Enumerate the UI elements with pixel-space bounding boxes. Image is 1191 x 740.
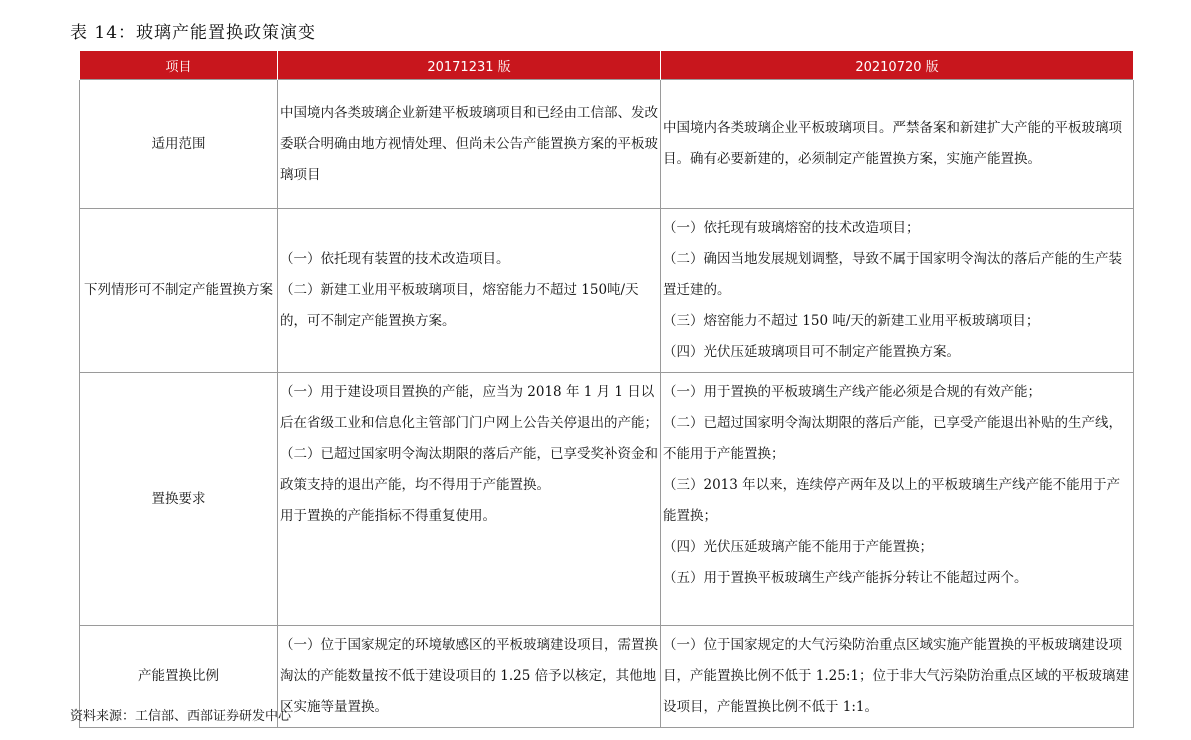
cell-2017	[278, 373, 661, 626]
cell-2021	[661, 373, 1134, 626]
row-label: 下列情形可不制定产能置换方案	[80, 209, 278, 373]
cell-2017	[278, 80, 661, 209]
cell-text: （四）光伏压延玻璃项目可不制定产能置换方案。	[663, 344, 960, 360]
cell-text: （二）已超过国家明令淘汰期限的落后产能，已享受产能退出补贴的生产线，不能用于产能置换；	[663, 415, 1122, 462]
cell-text: （三）2013 年以来，连续停产两年及以上的平板玻璃生产线产能不能用于产能置换；	[663, 477, 1121, 524]
cell-2021	[661, 626, 1134, 728]
table-row	[80, 209, 1134, 373]
cell-text: 用于置换的产能指标不得重复使用。	[280, 508, 496, 524]
cell-text: （一）用于建设项目置换的产能，应当为 2018 年 1 月 1 日以后在省级工业和信息化主管部门门户网上公告关停退出的产能；	[280, 384, 658, 431]
cell-2017	[278, 626, 661, 728]
source-note: 资料来源：工信部、西部证券研发中心	[70, 709, 292, 724]
row-label: 适用范围	[80, 80, 278, 209]
cell-text: （一）用于置换的平板玻璃生产线产能必须是合规的有效产能；	[663, 384, 1041, 400]
cell-text: 中国境内各类玻璃企业平板玻璃项目。严禁备案和新建扩大产能的平板玻璃项目。确有必要新建的，必须制定产能置换方案，实施产能置换。	[663, 120, 1122, 167]
table-header-row	[80, 51, 1134, 80]
cell-text: （三）熔窑能力不超过 150 吨/天的新建工业用平板玻璃项目；	[663, 313, 1040, 329]
cell-text: （一）位于国家规定的环境敏感区的平板玻璃建设项目，需置换淘汰的产能数量按不低于建设项目的 1.25 倍予以核定，其他地区实施等量置换。	[280, 637, 658, 715]
header-2021: 20210720 版	[661, 51, 1134, 80]
cell-text: （一）依托现有玻璃熔窑的技术改造项目；	[663, 220, 920, 236]
cell-text: （二）已超过国家明令淘汰期限的落后产能，已享受奖补资金和政策支持的退出产能，均不得用于产能置换。	[280, 446, 658, 493]
cell-text: （一）依托现有装置的技术改造项目。	[280, 251, 510, 267]
table-row	[80, 80, 1134, 209]
cell-text: （二）新建工业用平板玻璃项目，熔窑能力不超过 150吨/天的，可不制定产能置换方案。	[280, 282, 639, 329]
cell-text: 中国境内各类玻璃企业新建平板玻璃项目和已经由工信部、发改委联合明确由地方视情处理、但尚未公告产能置换方案的平板玻璃项目	[280, 104, 658, 183]
cell-text: （一）位于国家规定的大气污染防治重点区域实施产能置换的平板玻璃建设项目，产能置换比例不低于 1.25:1；位于非大气污染防治重点区域的平板玻璃建设项目，产能置换比例不低于 1:1。	[663, 637, 1129, 715]
table-row	[80, 373, 1134, 626]
cell-text: （二）确因当地发展规划调整，导致不属于国家明令淘汰的落后产能的生产装置迁建的。	[663, 251, 1122, 298]
cell-text: （五）用于置换平板玻璃生产线产能拆分转让不能超过两个。	[663, 570, 1028, 586]
header-2017: 20171231 版	[278, 51, 661, 80]
cell-2017	[278, 209, 661, 373]
cell-2021	[661, 80, 1134, 209]
policy-table	[79, 51, 1134, 728]
table-title: 表 14：玻璃产能置换政策演变	[70, 23, 317, 43]
header-item: 项目	[80, 51, 278, 80]
row-label: 置换要求	[80, 373, 278, 626]
cell-2021	[661, 209, 1134, 373]
cell-text: （四）光伏压延玻璃产能不能用于产能置换；	[663, 539, 933, 555]
row-label: 产能置换比例	[80, 626, 278, 728]
